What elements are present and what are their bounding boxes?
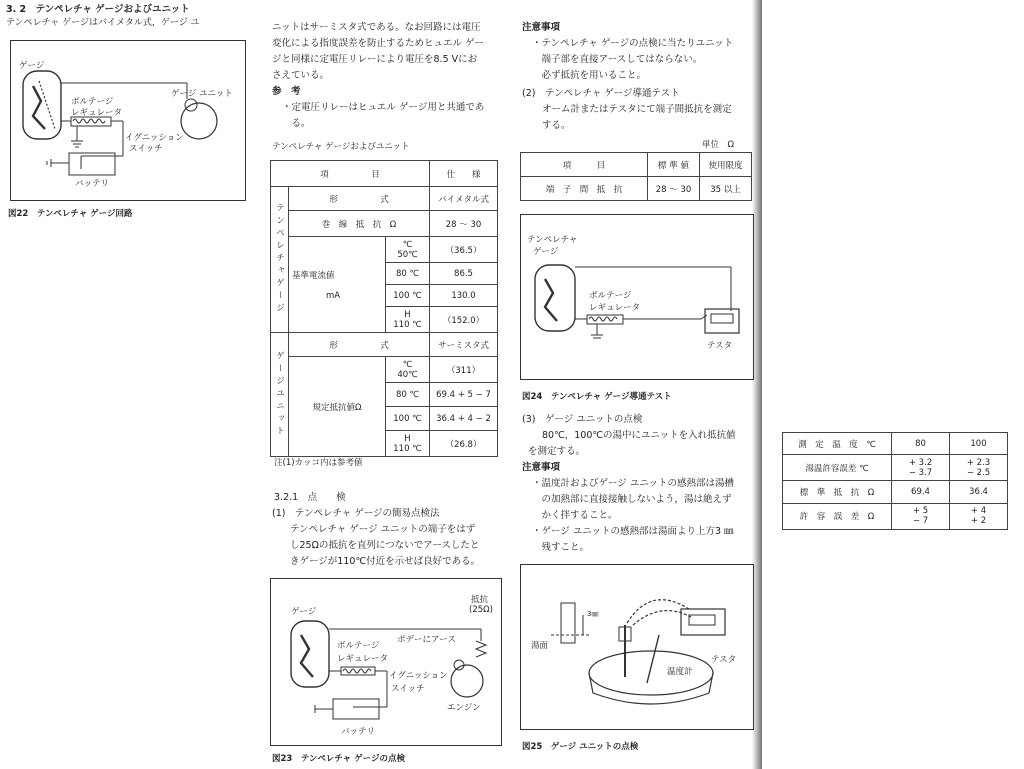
table1-cell: 形 式 <box>289 333 430 357</box>
fig25-label-thermometer: 温度計 <box>667 667 693 677</box>
para-line: ジと同様に定電圧リレーにより電圧を8.5 Vにお <box>272 54 478 65</box>
fig22-label-unit: ゲージ ユニット <box>171 89 233 99</box>
subsection-2-heading: (2) テンペレチャ ゲージ導通テスト <box>522 88 680 99</box>
table1-value: （311） <box>430 357 498 383</box>
table1-header-spec: 仕 様 <box>430 161 498 187</box>
continuity-table <box>520 152 752 201</box>
caution-line: 必ず抵抗を用いること。 <box>532 70 647 81</box>
table1-temp: 80 ℃ <box>386 263 430 285</box>
caution2-line: ・温度計およびゲージ ユニットの感熱部は湯槽 <box>532 478 734 489</box>
fig22-label-gauge: ゲージ <box>19 61 45 71</box>
left-column <box>256 0 506 769</box>
table1-title: テンペレチャ ゲージおよびユニット <box>272 142 410 152</box>
scan-fragment-top-left <box>0 0 250 222</box>
table1-temp: 100 ℃ <box>386 285 430 307</box>
fig23-caption: 図23 テンペレチャ ゲージの点検 <box>272 754 405 764</box>
para-line: 変化による指度誤差を防止するためヒュエル ゲー <box>272 38 485 49</box>
right-column <box>518 0 754 769</box>
table3-row <box>783 455 1008 481</box>
table3-cell: + 3.2 − 3.7 <box>892 455 950 481</box>
table2-header-standard: 標 準 値 <box>648 153 700 177</box>
fig23-label-ignition-1: イグニッション <box>389 671 448 681</box>
fig23-label-battery: バッテリ <box>341 727 376 737</box>
table3-cell: + 2.3 − 2.5 <box>950 455 1008 481</box>
fig23-label-gauge: ゲージ <box>291 607 317 617</box>
table1-group-unit: ゲージユニット <box>271 333 289 457</box>
fig22-circuit-diagram <box>11 41 247 202</box>
para-line: ニットはサーミスタ式である。なお回路には電圧 <box>272 22 481 33</box>
table2-header-item: 項 目 <box>521 153 648 177</box>
fig24-label-tester: テスタ <box>707 341 733 351</box>
fig22-label-regulator-2: レギュレータ <box>71 108 123 118</box>
table1-temp: 100 ℃ <box>386 407 430 431</box>
table1-current-unit: mA <box>326 290 341 301</box>
subsection-2-line: する。 <box>542 120 571 131</box>
subsection-3-heading: (3) ゲージ ユニットの点検 <box>522 414 643 425</box>
section-3-2-1-heading: 3.2.1 点 検 <box>274 492 346 503</box>
fig23-label-resistor-2: (25Ω) <box>469 605 493 615</box>
caution-line: 端子部を直接アースしてはならない。 <box>532 54 703 65</box>
table1-value: 130.0 <box>430 285 498 307</box>
table1-temp: 80 ℃ <box>386 383 430 407</box>
caution2-line: 残すこと。 <box>532 542 590 553</box>
table3-cell: + 5 − 7 <box>892 503 950 529</box>
table1-temp: ℃ 50℃ <box>386 237 430 263</box>
fig22-frame <box>10 40 246 201</box>
fig23-label-engine: エンジン <box>447 703 481 713</box>
caution-line: ・テンペレチャ ゲージの点検に当たりユニット <box>532 38 734 49</box>
reference-line: ・定電圧リレーはヒュエル ゲージ用と共通であ <box>282 102 485 113</box>
table3-label: 標 準 抵 抗 Ω <box>783 481 892 503</box>
fig24-caption: 図24 テンペレチャ ゲージ導通テスト <box>522 392 672 402</box>
fig25-label-water-surface: 湯面 <box>531 641 549 651</box>
fig22-label-ignition-1: イグニッション <box>125 133 184 143</box>
fig25-frame <box>520 564 754 730</box>
subsection-3-line: 80℃，100℃の湯中にユニットを入れ抵抗値 <box>542 430 736 441</box>
table1-value: （152.0） <box>430 307 498 333</box>
fig25-label-tester: テスタ <box>711 655 737 665</box>
table1-value: （26.8） <box>430 431 498 457</box>
table3-label: 湯温許容誤差 ℃ <box>783 455 892 481</box>
fig23-label-regulator-1: ボルテージ <box>337 641 380 651</box>
table1-cell: バイメタル式 <box>430 187 498 211</box>
table1-resistance-label: 規定抵抗値Ω <box>289 357 386 457</box>
table1-temp: H 110 ℃ <box>386 431 430 457</box>
table1-group-gauge: テンペレチャゲージ <box>271 187 289 333</box>
reference-heading: 参 考 <box>272 86 301 97</box>
fig24-label-regulator-2: レギュレータ <box>589 303 641 313</box>
fig25-label-depth: 3㎜ <box>587 610 599 618</box>
caution2-line: ・ゲージ ユニットの感熱部は湯面より上方3 ㎜ <box>532 526 734 537</box>
fig24-frame <box>520 214 754 380</box>
table1-value: 69.4 + 5 − 7 <box>430 383 498 407</box>
subsection-1-heading: (1) テンペレチャ ゲージの簡易点検法 <box>272 508 440 519</box>
table3-cell: 69.4 <box>892 481 950 503</box>
table3-cell: 100 <box>950 433 1008 455</box>
table1-value: （36.5） <box>430 237 498 263</box>
table1-current-label <box>289 237 386 333</box>
table1-header-item: 項 目 <box>271 161 430 187</box>
fig25-caption: 図25 ゲージ ユニットの点検 <box>522 742 639 752</box>
table2-cell: 35 以上 <box>700 177 752 201</box>
subsection-1-line: し25Ωの抵抗を直列につないでアースしたと <box>290 540 480 551</box>
table1-cell: サーミスタ式 <box>430 333 498 357</box>
caution-heading: 注意事項 <box>522 22 561 33</box>
intro-text: テンペレチャ ゲージはバイメタル式，ゲージ ユ <box>6 18 200 28</box>
fig23-frame <box>270 578 502 746</box>
caution2-heading: 注意事項 <box>522 462 561 473</box>
fig22-caption: 図22 テンペレチャ ゲージ回路 <box>8 209 133 219</box>
caution2-line: の加熱部に直接接触しないよう，湯は絶えず <box>532 494 732 505</box>
fig23-label-body-ground: ボデーにアース <box>397 635 456 645</box>
table2-cell: 端 子 間 抵 抗 <box>521 177 648 201</box>
fig23-label-resistor-1: 抵抗 <box>471 595 489 605</box>
fig23-label-ignition-2: スイッチ <box>391 684 425 694</box>
para-line: さえている。 <box>272 70 330 81</box>
subsection-1-line: テンペレチャ ゲージ ユニットの端子をはず <box>290 524 476 535</box>
table1-value: 36.4 + 4 − 2 <box>430 407 498 431</box>
table3-label: 測 定 温 度 ℃ <box>783 433 892 455</box>
table3-cell: 36.4 <box>950 481 1008 503</box>
fig22-label-ignition-2: スイッチ <box>129 144 163 154</box>
subsection-2-line: オーム計またはテスタにて端子間抵抗を測定 <box>542 104 732 115</box>
caution2-line: かく拌すること。 <box>532 510 618 521</box>
subsection-3-line: を測定する。 <box>528 446 586 457</box>
table2-header-limit: 使用限度 <box>700 153 752 177</box>
table3-row <box>783 503 1008 529</box>
table1-temp: H 110 ℃ <box>386 307 430 333</box>
table1-cell: 形 式 <box>289 187 430 211</box>
scan-fragment-right-table <box>778 426 1012 536</box>
tolerance-table <box>782 432 1008 530</box>
gauge-spec-table <box>270 160 498 457</box>
table1-cell: 28 ～ 30 <box>430 211 498 237</box>
reference-line: る。 <box>282 118 311 129</box>
table1-cell: 巻 線 抵 抗 Ω <box>289 211 430 237</box>
fig22-label-battery: バッテリ <box>75 179 110 189</box>
table3-label: 許 容 誤 差 Ω <box>783 503 892 529</box>
table3-cell: + 4 + 2 <box>950 503 1008 529</box>
unit-label: 単位 Ω <box>702 140 734 150</box>
fig22-label-regulator-1: ボルテージ <box>71 97 114 107</box>
table1-temp: ℃ 40℃ <box>386 357 430 383</box>
fig24-label-regulator-1: ボルテージ <box>589 291 632 301</box>
fig25-diagram <box>521 565 755 731</box>
table1-value: 86.5 <box>430 263 498 285</box>
table3-row <box>783 433 1008 455</box>
section-heading: 3. 2 テンペレチャ ゲージおよびユニット <box>6 4 190 15</box>
main-page-scan <box>256 0 762 769</box>
table2-cell: 28 ～ 30 <box>648 177 700 201</box>
table3-row <box>783 481 1008 503</box>
table1-note: 注(1)カッコ内は参考値 <box>274 458 363 468</box>
fig24-label-gauge-1: テンペレチャ <box>527 235 578 245</box>
table3-cell: 80 <box>892 433 950 455</box>
fig24-label-gauge-2: ゲージ <box>533 247 559 257</box>
table1-current-name: 基準電流値 <box>292 270 335 281</box>
subsection-1-line: きゲージが110℃付近を示せば良好である。 <box>290 556 481 567</box>
fig23-label-regulator-2: レギュレータ <box>337 654 389 664</box>
